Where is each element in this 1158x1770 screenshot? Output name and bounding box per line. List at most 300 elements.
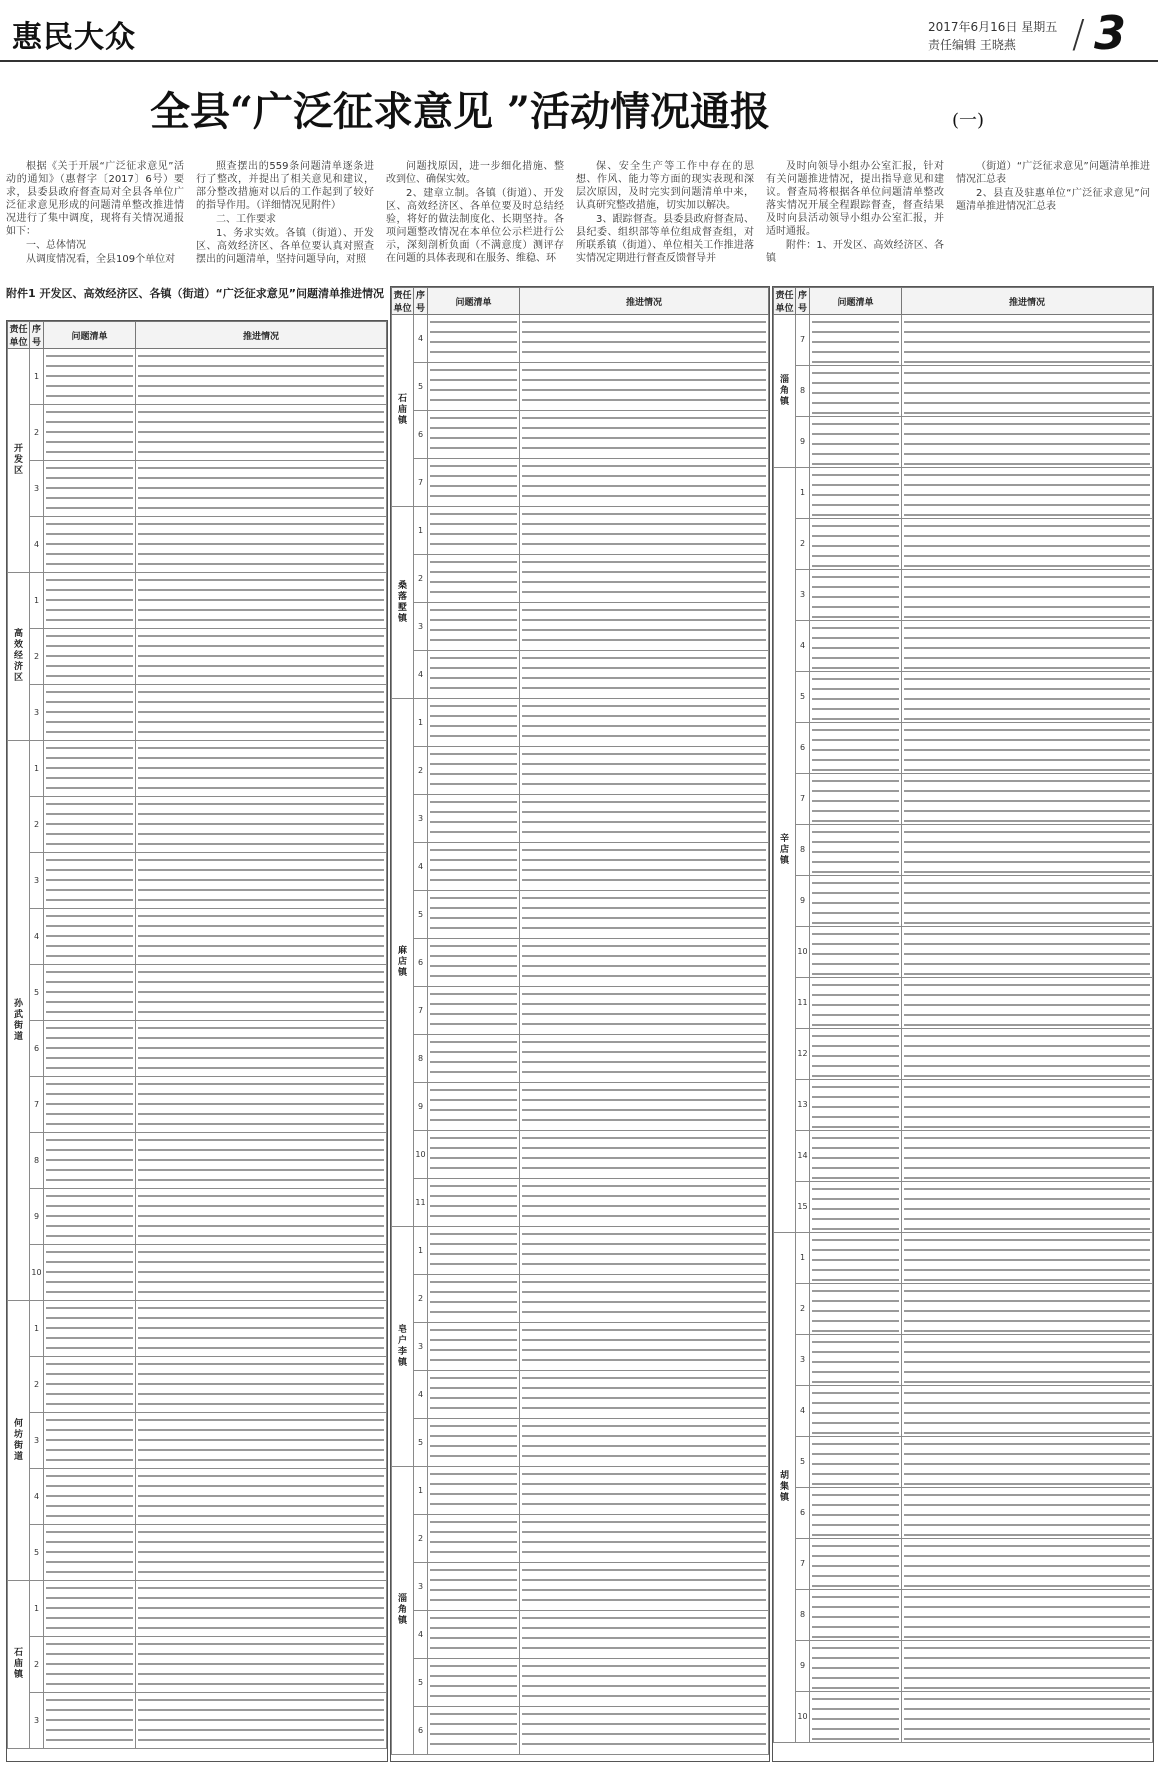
column-header-issue: 问题清单	[428, 288, 520, 315]
row-number-cell: 2	[30, 1357, 44, 1413]
progress-cell	[520, 1179, 769, 1227]
progress-cell	[902, 1539, 1153, 1590]
issue-cell	[810, 1233, 902, 1284]
progress-cell	[136, 405, 387, 461]
progress-cell	[520, 1083, 769, 1131]
progress-cell	[136, 909, 387, 965]
progress-cell	[520, 1419, 769, 1467]
row-number-cell: 3	[30, 853, 44, 909]
row-number-cell: 10	[796, 927, 810, 978]
intro-column-3	[386, 160, 564, 270]
progress-cell	[136, 1245, 387, 1301]
responsible-unit-cell: 淄角镇	[392, 1467, 414, 1755]
table-row	[392, 651, 769, 699]
row-number-cell: 2	[30, 629, 44, 685]
issue-cell	[810, 1386, 902, 1437]
row-number-cell: 3	[414, 1323, 428, 1371]
progress-cell	[136, 1357, 387, 1413]
progress-cell	[520, 603, 769, 651]
row-number-cell: 4	[30, 517, 44, 573]
progress-cell	[902, 1029, 1153, 1080]
progress-cell	[136, 461, 387, 517]
row-number-cell: 1	[796, 1233, 810, 1284]
progress-cell	[136, 1413, 387, 1469]
issue-cell	[810, 876, 902, 927]
progress-cell	[136, 965, 387, 1021]
progress-cell	[902, 1437, 1153, 1488]
row-number-cell: 4	[414, 651, 428, 699]
annex-title: 附件1 开发区、高效经济区、各镇（街道）“广泛征求意见”问题清单推进情况	[6, 287, 384, 300]
table-row	[8, 1245, 387, 1301]
row-number-cell: 3	[30, 461, 44, 517]
intro-column-6	[956, 160, 1150, 270]
row-number-cell: 5	[30, 965, 44, 1021]
progress-cell	[520, 1371, 769, 1419]
progress-cell	[902, 1182, 1153, 1233]
responsible-unit-cell: 高效经济区	[8, 573, 30, 741]
issue-cell	[44, 1245, 136, 1301]
table-row	[774, 1539, 1153, 1590]
issue-table	[391, 287, 769, 1755]
issue-cell	[428, 1035, 520, 1083]
row-number-cell: 6	[414, 1707, 428, 1755]
issue-cell	[44, 1133, 136, 1189]
row-number-cell: 15	[796, 1182, 810, 1233]
table-row	[8, 405, 387, 461]
table-row	[392, 699, 769, 747]
intro-paragraph: （街道）“广泛征求意见”问题清单推进情况汇总表	[956, 161, 1150, 185]
row-number-cell: 5	[414, 363, 428, 411]
row-number-cell: 5	[796, 672, 810, 723]
column-header-seq: 序号	[796, 288, 810, 315]
row-number-cell: 8	[796, 825, 810, 876]
issue-cell	[428, 1467, 520, 1515]
table-row	[8, 1693, 387, 1749]
table-row	[392, 459, 769, 507]
issue-cell	[428, 843, 520, 891]
issue-cell	[428, 1659, 520, 1707]
intro-paragraph: 2、建章立制。各镇（街道）、开发区、高效经济区、各单位要及时总结经验，将好的做法制度化、长期坚持。各项问题整改情况在本单位公示栏进行公示，深刻剖析负面（不满意度）测评存在问题的具体表现和在服务、维稳、环	[386, 188, 564, 264]
issue-cell	[428, 1179, 520, 1227]
progress-cell	[520, 315, 769, 363]
progress-cell	[902, 1131, 1153, 1182]
issue-cell	[44, 517, 136, 573]
issue-cell	[428, 507, 520, 555]
intro-paragraph: 2、县直及驻惠单位“广泛征求意见”问题清单推进情况汇总表	[956, 188, 1150, 212]
column-header-unit: 责任单位	[392, 288, 414, 315]
row-number-cell: 3	[30, 1413, 44, 1469]
table-row	[392, 891, 769, 939]
issue-cell	[44, 1693, 136, 1749]
intro-paragraph: 从调度情况看，全县109个单位对	[26, 254, 176, 265]
progress-cell	[520, 1035, 769, 1083]
progress-cell	[136, 1301, 387, 1357]
issue-cell	[428, 459, 520, 507]
issue-cell	[810, 468, 902, 519]
column-header-seq: 序号	[414, 288, 428, 315]
progress-cell	[520, 891, 769, 939]
table-row	[8, 1581, 387, 1637]
issue-cell	[810, 417, 902, 468]
table-row	[392, 1515, 769, 1563]
issue-cell	[428, 891, 520, 939]
row-number-cell: 2	[30, 405, 44, 461]
issue-cell	[428, 1707, 520, 1755]
issue-cell	[810, 1539, 902, 1590]
table-row	[8, 349, 387, 405]
issue-cell	[44, 349, 136, 405]
progress-cell	[136, 1693, 387, 1749]
responsible-unit-cell: 皂户李镇	[392, 1227, 414, 1467]
responsible-editor: 责任编辑 王晓燕	[928, 38, 1016, 52]
table-row	[774, 366, 1153, 417]
column-header-unit: 责任单位	[8, 322, 30, 349]
progress-cell	[902, 723, 1153, 774]
progress-cell	[902, 1284, 1153, 1335]
row-number-cell: 3	[796, 570, 810, 621]
issue-cell	[810, 1080, 902, 1131]
progress-cell	[136, 1525, 387, 1581]
progress-cell	[520, 459, 769, 507]
responsible-unit-cell: 何坊街道	[8, 1301, 30, 1581]
paper-name-logo: 惠民大众	[12, 20, 136, 55]
progress-cell	[520, 1131, 769, 1179]
table-row	[8, 461, 387, 517]
issue-cell	[810, 1335, 902, 1386]
column-header-progress: 推进情况	[902, 288, 1153, 315]
row-number-cell: 5	[414, 1419, 428, 1467]
table-row	[774, 876, 1153, 927]
issue-cell	[44, 1357, 136, 1413]
row-number-cell: 4	[414, 1371, 428, 1419]
issue-cell	[810, 1182, 902, 1233]
table-row	[774, 825, 1153, 876]
issue-cell	[810, 366, 902, 417]
progress-cell	[136, 573, 387, 629]
row-number-cell: 6	[796, 1488, 810, 1539]
issue-table-column-2	[390, 286, 770, 1762]
table-row	[392, 747, 769, 795]
intro-paragraph: 问题找原因，进一步细化措施、整改到位、确保实效。	[386, 161, 564, 185]
progress-cell	[136, 1077, 387, 1133]
progress-cell	[902, 978, 1153, 1029]
row-number-cell: 6	[414, 411, 428, 459]
row-number-cell: 3	[414, 795, 428, 843]
progress-cell	[136, 1021, 387, 1077]
progress-cell	[136, 517, 387, 573]
progress-cell	[520, 1323, 769, 1371]
row-number-cell: 4	[414, 315, 428, 363]
issue-cell	[428, 1227, 520, 1275]
issue-cell	[428, 411, 520, 459]
progress-cell	[520, 1515, 769, 1563]
row-number-cell: 4	[30, 1469, 44, 1525]
progress-cell	[136, 1469, 387, 1525]
masthead	[0, 0, 1158, 62]
progress-cell	[902, 1692, 1153, 1743]
table-row	[774, 1437, 1153, 1488]
issue-cell	[44, 405, 136, 461]
progress-cell	[520, 1611, 769, 1659]
progress-cell	[902, 927, 1153, 978]
column-header-unit: 责任单位	[774, 288, 796, 315]
row-number-cell: 14	[796, 1131, 810, 1182]
progress-cell	[902, 570, 1153, 621]
issue-cell	[810, 1692, 902, 1743]
issue-cell	[428, 1563, 520, 1611]
row-number-cell: 5	[796, 1437, 810, 1488]
table-row	[774, 1590, 1153, 1641]
table-row	[8, 1357, 387, 1413]
progress-cell	[902, 621, 1153, 672]
responsible-unit-cell: 麻店镇	[392, 699, 414, 1227]
headline-part-marker: (一)	[952, 110, 985, 131]
intro-paragraph: 保、安全生产等工作中存在的思想、作风、能力等方面的现实表现和深层次原因，及时完实到问题清单中来，认真研究整改措施，切实加以解决。	[576, 161, 754, 211]
row-number-cell: 7	[796, 1539, 810, 1590]
table-row	[8, 1133, 387, 1189]
row-number-cell: 4	[796, 621, 810, 672]
intro-paragraph: 及时向领导小组办公室汇报，针对有关问题推进情况，提出指导意见和建议。督查局将根据各单位问题清单整改落实情况开展全程跟踪督查，督查结果及时向县活动领导小组办公室汇报，并适时通报。	[766, 161, 944, 237]
page-number: 3	[1094, 6, 1127, 60]
row-number-cell: 9	[796, 1641, 810, 1692]
progress-cell	[520, 651, 769, 699]
progress-cell	[136, 1189, 387, 1245]
table-row	[774, 1692, 1153, 1743]
issue-cell	[428, 555, 520, 603]
row-number-cell: 9	[414, 1083, 428, 1131]
table-row	[774, 1641, 1153, 1692]
row-number-cell: 2	[796, 1284, 810, 1335]
headline-title: 全县“广泛征求意见 ”活动情况通报	[150, 88, 770, 135]
intro-column-4	[576, 160, 754, 270]
issue-table	[773, 287, 1153, 1743]
responsible-unit-cell: 淄角镇	[774, 315, 796, 468]
table-row	[8, 853, 387, 909]
progress-cell	[902, 1386, 1153, 1437]
table-row	[8, 573, 387, 629]
table-row	[392, 939, 769, 987]
row-number-cell: 1	[796, 468, 810, 519]
table-row	[392, 1035, 769, 1083]
progress-cell	[902, 1590, 1153, 1641]
table-row	[8, 1077, 387, 1133]
table-row	[8, 1525, 387, 1581]
issue-cell	[810, 723, 902, 774]
table-row	[392, 555, 769, 603]
issue-cell	[810, 1131, 902, 1182]
row-number-cell: 2	[414, 1515, 428, 1563]
table-row	[8, 1637, 387, 1693]
table-row	[8, 741, 387, 797]
issue-cell	[810, 1488, 902, 1539]
issue-cell	[428, 315, 520, 363]
table-row	[392, 315, 769, 363]
row-number-cell: 2	[414, 1275, 428, 1323]
row-number-cell: 3	[30, 685, 44, 741]
progress-cell	[520, 363, 769, 411]
table-row	[8, 1469, 387, 1525]
issue-cell	[810, 1437, 902, 1488]
row-number-cell: 1	[414, 1467, 428, 1515]
row-number-cell: 2	[30, 1637, 44, 1693]
row-number-cell: 2	[30, 797, 44, 853]
issue-cell	[428, 1371, 520, 1419]
row-number-cell: 13	[796, 1080, 810, 1131]
issue-table	[7, 321, 387, 1749]
row-number-cell: 11	[796, 978, 810, 1029]
row-number-cell: 11	[414, 1179, 428, 1227]
progress-cell	[520, 1275, 769, 1323]
issue-cell	[44, 853, 136, 909]
progress-cell	[520, 699, 769, 747]
progress-cell	[136, 685, 387, 741]
table-row	[8, 1301, 387, 1357]
issue-cell	[428, 1515, 520, 1563]
row-number-cell: 1	[30, 1301, 44, 1357]
table-row	[774, 723, 1153, 774]
table-row	[392, 411, 769, 459]
progress-cell	[902, 366, 1153, 417]
row-number-cell: 9	[796, 876, 810, 927]
page-divider-slash: /	[1072, 12, 1085, 56]
table-row	[392, 1083, 769, 1131]
issue-cell	[44, 1413, 136, 1469]
progress-cell	[902, 519, 1153, 570]
issue-cell	[428, 1275, 520, 1323]
table-row	[774, 1029, 1153, 1080]
row-number-cell: 5	[414, 1659, 428, 1707]
issue-cell	[44, 965, 136, 1021]
table-row	[392, 795, 769, 843]
intro-paragraph: 照查摆出的559条问题清单逐条进行了整改，并提出了相关意见和建议，部分整改措施对以后的工作起到了较好的指导作用。（详细情况见附件）	[196, 161, 374, 211]
column-header-issue: 问题清单	[810, 288, 902, 315]
intro-paragraph: 二、工作要求	[216, 214, 276, 225]
row-number-cell: 1	[30, 741, 44, 797]
table-row	[8, 685, 387, 741]
table-row	[774, 1131, 1153, 1182]
table-row	[8, 629, 387, 685]
table-row	[8, 517, 387, 573]
row-number-cell: 4	[796, 1386, 810, 1437]
issue-cell	[428, 699, 520, 747]
table-row	[774, 1284, 1153, 1335]
responsible-unit-cell: 胡集镇	[774, 1233, 796, 1743]
issue-cell	[44, 1637, 136, 1693]
issue-table-column-1	[6, 320, 388, 1762]
row-number-cell: 1	[30, 573, 44, 629]
table-row	[392, 1131, 769, 1179]
progress-cell	[520, 1563, 769, 1611]
progress-cell	[520, 843, 769, 891]
issue-cell	[428, 795, 520, 843]
row-number-cell: 3	[414, 1563, 428, 1611]
table-row	[8, 1189, 387, 1245]
table-row	[392, 987, 769, 1035]
row-number-cell: 5	[30, 1525, 44, 1581]
issue-cell	[428, 939, 520, 987]
table-row	[392, 1611, 769, 1659]
intro-paragraph: 附件：1、开发区、高效经济区、各镇	[766, 240, 944, 264]
issue-cell	[810, 315, 902, 366]
progress-cell	[902, 774, 1153, 825]
row-number-cell: 10	[796, 1692, 810, 1743]
progress-cell	[136, 349, 387, 405]
issue-cell	[44, 1301, 136, 1357]
progress-cell	[902, 1488, 1153, 1539]
table-row	[774, 468, 1153, 519]
progress-cell	[520, 411, 769, 459]
row-number-cell: 1	[30, 349, 44, 405]
table-row	[774, 927, 1153, 978]
responsible-unit-cell: 石庙镇	[392, 315, 414, 507]
row-number-cell: 1	[414, 699, 428, 747]
issue-cell	[810, 774, 902, 825]
progress-cell	[902, 1233, 1153, 1284]
table-row	[8, 965, 387, 1021]
responsible-unit-cell: 开发区	[8, 349, 30, 573]
row-number-cell: 7	[414, 459, 428, 507]
progress-cell	[520, 1227, 769, 1275]
issue-cell	[810, 1029, 902, 1080]
issue-cell	[428, 1131, 520, 1179]
table-row	[392, 1275, 769, 1323]
table-row	[392, 1179, 769, 1227]
table-row	[774, 417, 1153, 468]
table-row	[774, 519, 1153, 570]
progress-cell	[136, 1133, 387, 1189]
column-header-seq: 序号	[30, 322, 44, 349]
issue-cell	[44, 1525, 136, 1581]
row-number-cell: 10	[30, 1245, 44, 1301]
table-row	[774, 1080, 1153, 1131]
issue-cell	[428, 1083, 520, 1131]
table-row	[392, 1659, 769, 1707]
issue-cell	[810, 519, 902, 570]
table-row	[392, 363, 769, 411]
progress-cell	[136, 1581, 387, 1637]
issue-cell	[428, 1611, 520, 1659]
progress-cell	[520, 507, 769, 555]
row-number-cell: 4	[414, 1611, 428, 1659]
progress-cell	[520, 1707, 769, 1755]
table-row	[774, 672, 1153, 723]
intro-paragraph: 1、务求实效。各镇（街道）、开发区、高效经济区、各单位要认真对照查摆出的问题清单，坚持问题导向，对照	[196, 228, 374, 265]
responsible-unit-cell: 孙武街道	[8, 741, 30, 1301]
progress-cell	[520, 987, 769, 1035]
table-row	[8, 1021, 387, 1077]
progress-cell	[520, 555, 769, 603]
issue-cell	[810, 978, 902, 1029]
row-number-cell: 6	[30, 1021, 44, 1077]
progress-cell	[136, 797, 387, 853]
table-row	[392, 1563, 769, 1611]
row-number-cell: 5	[414, 891, 428, 939]
responsible-unit-cell: 辛店镇	[774, 468, 796, 1233]
row-number-cell: 7	[414, 987, 428, 1035]
row-number-cell: 10	[414, 1131, 428, 1179]
responsible-unit-cell: 桑落墅镇	[392, 507, 414, 699]
table-row	[392, 603, 769, 651]
row-number-cell: 6	[414, 939, 428, 987]
intro-paragraph: 一、总体情况	[26, 240, 86, 251]
table-row	[392, 1371, 769, 1419]
row-number-cell: 9	[796, 417, 810, 468]
progress-cell	[902, 1335, 1153, 1386]
issue-cell	[810, 1641, 902, 1692]
issue-cell	[810, 927, 902, 978]
issue-cell	[810, 672, 902, 723]
progress-cell	[902, 672, 1153, 723]
